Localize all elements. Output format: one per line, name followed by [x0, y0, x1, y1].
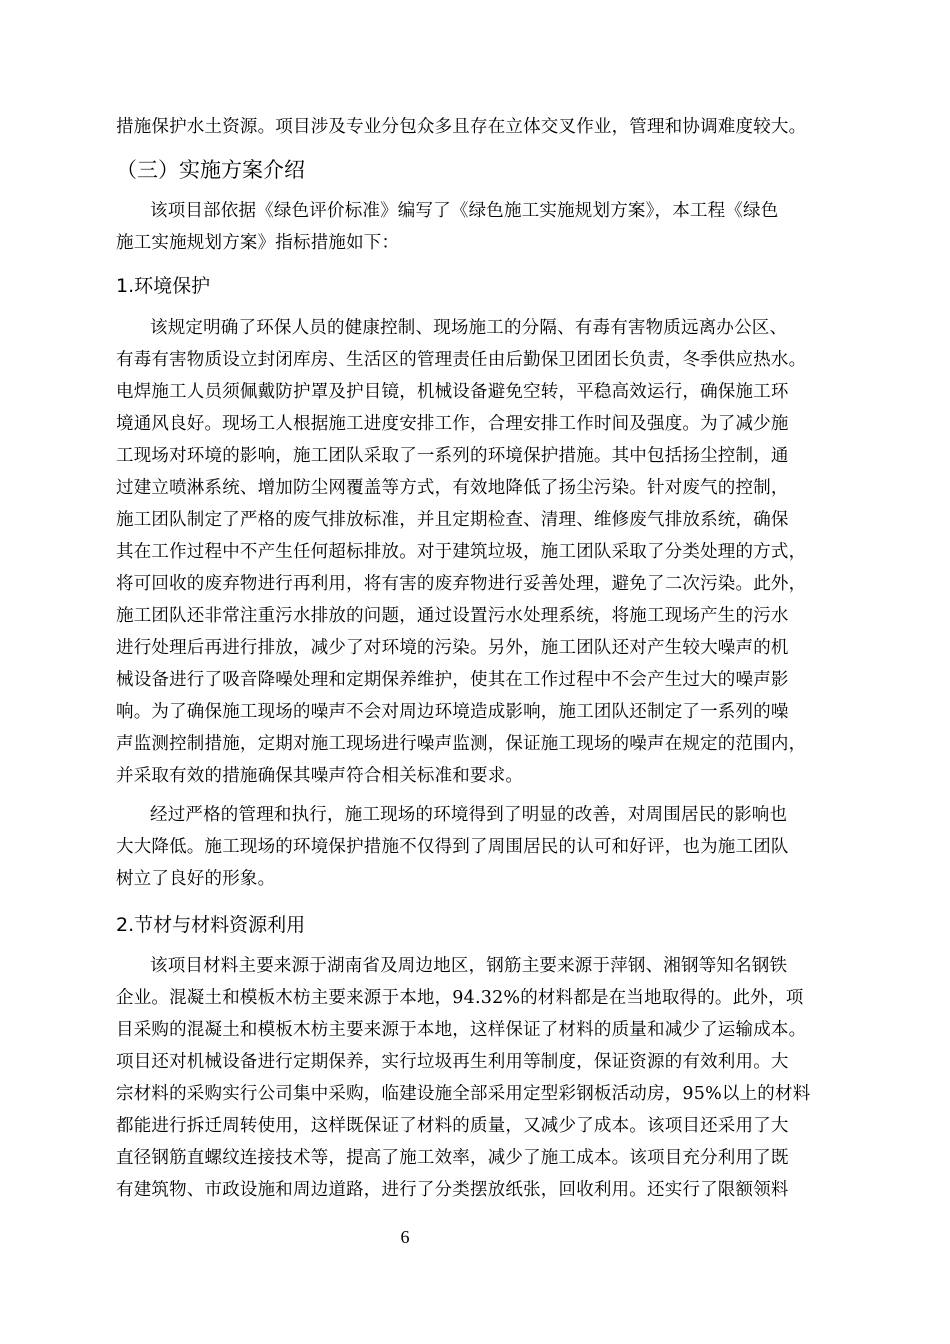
paragraph-line: 施工团队制定了严格的废气排放标准，并且定期检查、清理、维修废气排放系统，确保 [116, 510, 789, 530]
paragraph-line: 目采购的混凝土和模板木枋主要来源于本地，这样保证了材料的质量和减少了运输成本。 [116, 1020, 807, 1040]
paragraph-line: 树立了良好的形象。 [116, 869, 276, 889]
paragraph-line: 该项目材料主要来源于湖南省及周边地区，钢筋主要来源于萍钢、湘钢等知名钢铁 [150, 956, 788, 976]
paragraph-line: 该项目部依据《绿色评价标准》编写了《绿色施工实施规划方案》，本工程《绿色 [150, 201, 779, 221]
intro-line: 措施保护水土资源。项目涉及专业分包众多且存在立体交叉作业，管理和协调难度较大。 [116, 117, 807, 137]
paragraph-line: 并采取有效的措施确保其噪声符合相关标准和要求。 [116, 766, 524, 786]
paragraph-line: 械设备进行了吸音降噪处理和定期保养维护，使其在工作过程中不会产生过大的噪声影 [116, 670, 789, 690]
paragraph-line: 声监测控制措施，定期对施工现场进行噪声监测，保证施工现场的噪声在规定的范围内， [116, 734, 807, 754]
paragraph-line: 有毒有害物质设立封闭库房、生活区的管理责任由后勤保卫团团长负责，冬季供应热水。 [116, 350, 807, 370]
section-heading-implementation: （三）实施方案介绍 [116, 158, 305, 182]
paragraph-line: 直径钢筋直螺纹连接技术等，提高了施工效率，减少了施工成本。该项目充分利用了既 [116, 1148, 789, 1168]
paragraph-line: 项目还对机械设备进行定期保养，实行垃圾再生利用等制度，保证资源的有效利用。大 [116, 1052, 789, 1072]
paragraph-line: 大大降低。施工现场的环境保护措施不仅得到了周围居民的认可和好评，也为施工团队 [116, 837, 789, 857]
paragraph-line: 宗材料的采购实行公司集中采购，临建设施全部采用定型彩钢板活动房，95%以上的材料 [116, 1084, 811, 1104]
paragraph-line: 其在工作过程中不产生任何超标排放。对于建筑垃圾，施工团队采取了分类处理的方式， [116, 542, 807, 562]
paragraph-line: 进行处理后再进行排放，减少了对环境的污染。另外，施工团队还对产生较大噪声的机 [116, 638, 789, 658]
paragraph-line: 将可回收的废弃物进行再利用，将有害的废弃物进行妥善处理，避免了二次污染。此外， [116, 574, 807, 594]
paragraph-line: 过建立喷淋系统、增加防尘网覆盖等方式，有效地降低了扬尘污染。针对废气的控制， [116, 478, 789, 498]
subheading-material-resources: 2.节材与材料资源利用 [116, 914, 306, 936]
page-number: 6 [400, 1227, 410, 1247]
paragraph-line: 经过严格的管理和执行，施工现场的环境得到了明显的改善，对周围居民的影响也 [150, 805, 788, 825]
paragraph-line: 工现场对环境的影响，施工团队采取了一系列的环境保护措施。其中包括扬尘控制，通 [116, 446, 789, 466]
paragraph-line: 施工实施规划方案》指标措施如下： [116, 233, 400, 253]
subheading-environment-protection: 1.环境保护 [116, 275, 211, 297]
paragraph-line: 电焊施工人员须佩戴防护罩及护目镜，机械设备避免空转，平稳高效运行，确保施工环 [116, 382, 789, 402]
paragraph-line: 都能进行拆迁周转使用，这样既保证了材料的质量，又减少了成本。该项目还采用了大 [116, 1116, 789, 1136]
paragraph-line: 施工团队还非常注重污水排放的问题，通过设置污水处理系统，将施工现场产生的污水 [116, 606, 789, 626]
paragraph-line: 企业。混凝土和模板木枋主要来源于本地，94.32%的材料都是在当地取得的。此外，项 [116, 988, 804, 1008]
paragraph-line: 响。为了确保施工现场的噪声不会对周边环境造成影响，施工团队还制定了一系列的噪 [116, 702, 789, 722]
paragraph-line: 有建筑物、市政设施和周边道路，进行了分类摆放纸张，回收利用。还实行了限额领料 [116, 1180, 789, 1200]
paragraph-line: 境通风良好。现场工人根据施工进度安排工作，合理安排工作时间及强度。为了减少施 [116, 414, 789, 434]
paragraph-line: 该规定明确了环保人员的健康控制、现场施工的分隔、有毒有害物质远离办公区、 [150, 318, 788, 338]
